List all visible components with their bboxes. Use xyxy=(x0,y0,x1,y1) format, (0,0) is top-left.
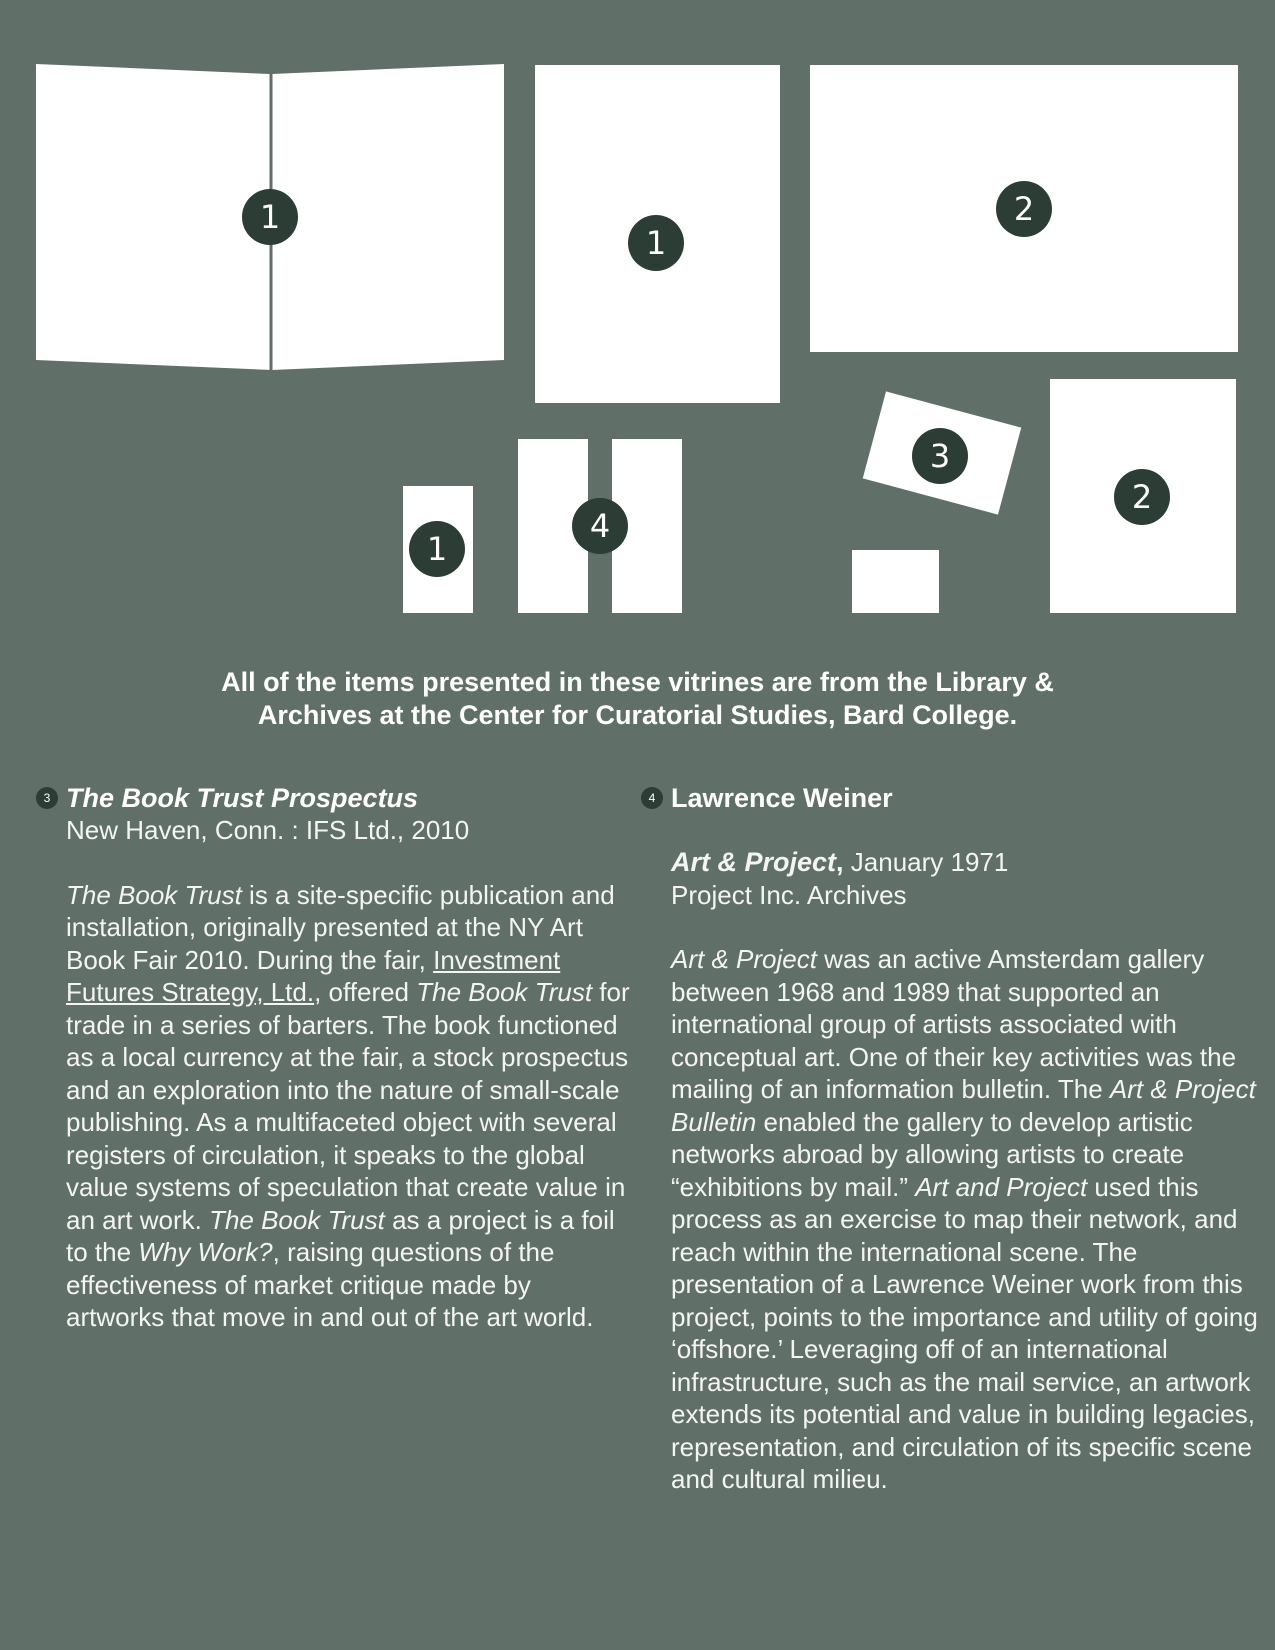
entry-4-date: January 1971 xyxy=(843,847,1009,877)
entry-4-source: Project Inc. Archives xyxy=(671,879,907,910)
marker-1-narrow: 1 xyxy=(409,521,465,577)
marker-4: 4 xyxy=(572,498,628,554)
entry-4-heading xyxy=(641,782,1261,814)
marker-2-large: 2 xyxy=(996,181,1052,237)
entry-3 xyxy=(36,782,636,1334)
vitrine-caption xyxy=(0,666,1275,732)
entry-3-description: The Book Trust is a site-specific publication and installation, originally presented at the NY Art Book Fair 2010. During the fair, Investment Futures Strategy, Ltd., offered The Book Trust for trade in a series of barters. The book functioned as a local currency at the fair, a stock prospectus and an exploration into the nature of small-scale publishing. As a multifaceted object with several registers of circulation, it speaks to the global value systems of speculation that create value in an art work. The Book Trust as a project is a foil to the Why Work?, raising questions of the effectiveness of market critique made by artworks that move in and out of the art world. xyxy=(66,879,630,1332)
entry-3-title: The Book Trust Prospectus xyxy=(66,783,419,813)
caption-line-1: All of the items presented in these vitrines are from the Library & xyxy=(221,667,1054,697)
entry-4-title: Art & Project xyxy=(671,847,837,877)
vitrine-layout-diagram xyxy=(0,0,1275,640)
marker-1-book: 1 xyxy=(628,215,684,271)
entry-3-link[interactable]: Investment Futures Strategy, Ltd. xyxy=(66,944,561,1007)
marker-3: 3 xyxy=(912,428,968,484)
entry-4-badge: 4 xyxy=(641,787,663,809)
entry-4-title-line: Art & Project, January 1971 xyxy=(671,847,1009,877)
entry-3-heading xyxy=(36,782,636,814)
caption-line-2: Archives at the Center for Curatorial Studies, Bard College. xyxy=(257,700,1018,730)
entry-4 xyxy=(641,782,1261,1496)
panel-small-card xyxy=(852,550,939,613)
marker-1-open-book: 1 xyxy=(242,189,298,245)
entry-3-imprint: New Haven, Conn. : IFS Ltd., 2010 xyxy=(66,815,470,845)
entry-3-badge: 3 xyxy=(36,787,58,809)
marker-2-small: 2 xyxy=(1114,469,1170,525)
entry-4-description: Art & Project was an active Amsterdam gallery between 1968 and 1989 that supported an international group of artists associated with conceptual art. One of their key activities was the mailing of an information bulletin. The Art & Project Bulletin enabled the gallery to develop artistic networks abroad by allowing artists to create “exhibitions by mail.” Art and Project used this process as an exercise to map their network, and reach within the international scene. The presentation of a Lawrence Weiner work from this project, points to the importance and utility of going ‘offshore.’ Leveraging off of an international infrastructure, such as the mail service, an artwork extends its potential and value in building legacies, representation, and circulation of its specific scene and cultural milieu. xyxy=(671,944,1258,1494)
entry-4-artist: Lawrence Weiner xyxy=(671,783,893,813)
